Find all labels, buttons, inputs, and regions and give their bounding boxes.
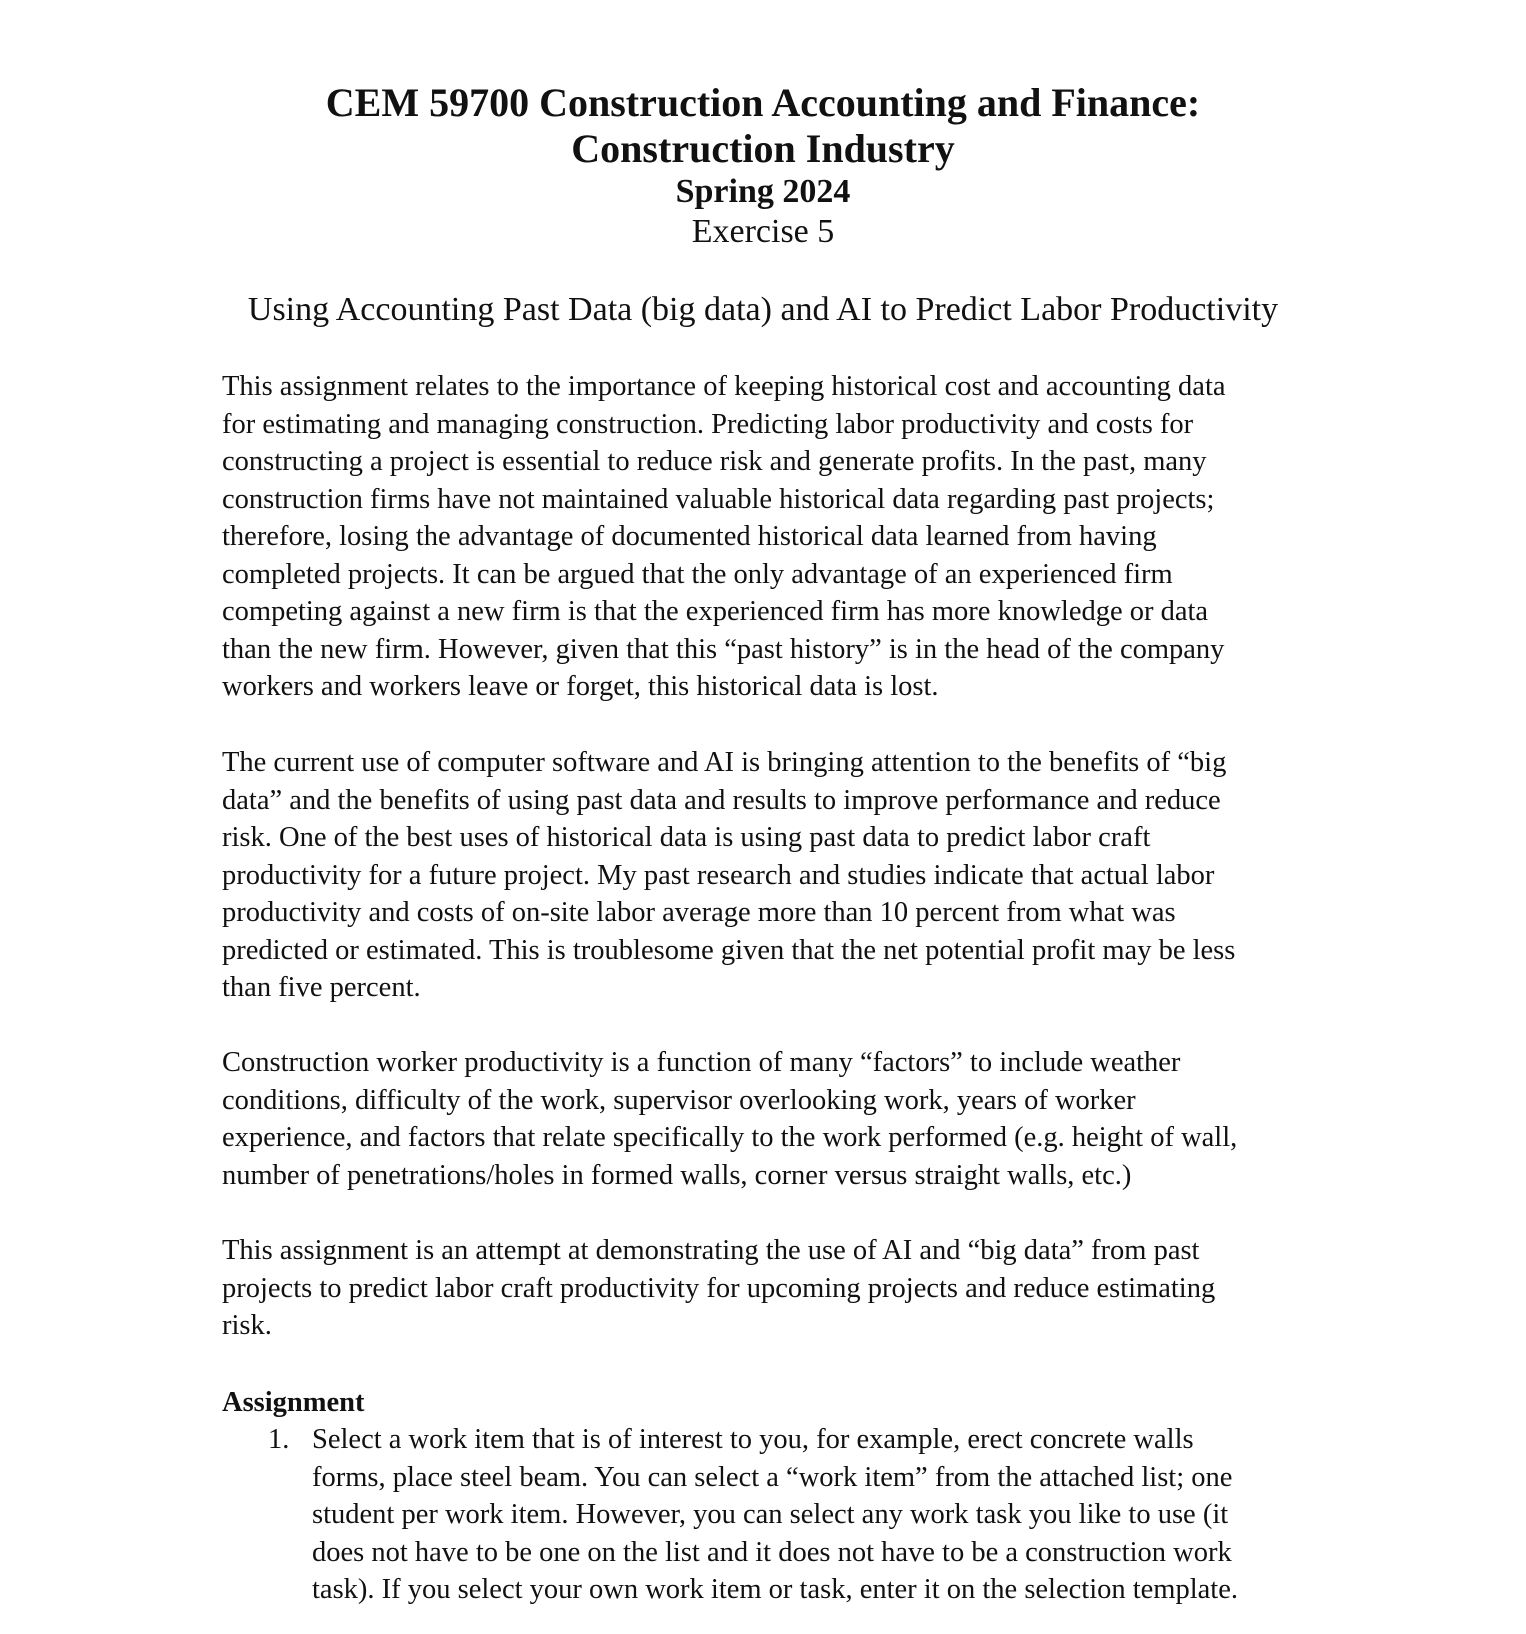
text-line: Select a work item that is of interest to you, for example, erect concrete walls — [312, 1424, 1194, 1455]
text-line: productivity for a future project. My past research and studies indicate that actual labor — [222, 859, 1215, 891]
text-line: therefore, losing the advantage of documented historical data learned from having — [222, 521, 1157, 552]
text-line: risk. One of the best uses of historical data is using past data to predict labor craft — [222, 822, 1151, 853]
text-line: data” and the benefits of using past data and results to improve performance and reduce — [222, 784, 1221, 816]
exercise-label: Exercise 5 — [691, 213, 835, 250]
text-line: experience, and factors that relate specifically to the work performed (e.g. height of wall, — [222, 1122, 1238, 1153]
document-subtitle: Using Accounting Past Data (big data) and AI to Predict Labor Productivity — [247, 291, 1279, 328]
document-title — [0, 80, 1526, 172]
text-line: construction firms have not maintained valuable historical data regarding past projects; — [222, 483, 1215, 515]
text-line: number of penetrations/holes in formed walls, corner versus straight walls, etc.) — [222, 1159, 1132, 1191]
text-line: task). If you select your own work item or task, enter it on the selection template. — [312, 1574, 1238, 1605]
paragraph-assignment-purpose — [222, 1232, 1322, 1345]
text-line: The current use of computer software and AI is bringing attention to the benefits of “big — [222, 747, 1227, 778]
text-line: Construction worker productivity is a function of many “factors” to include weather — [222, 1047, 1181, 1078]
text-line: productivity and costs of on-site labor average more than 10 percent from what was — [222, 897, 1176, 928]
text-line: than five percent. — [222, 972, 421, 1003]
text-line: predicted or estimated. This is troublesome given that the net potential profit may be less — [222, 934, 1236, 966]
text-line: This assignment is an attempt at demonstrating the use of AI and “big data” from past — [222, 1235, 1200, 1266]
text-line: constructing a project is essential to reduce risk and generate profits. In the past, many — [222, 446, 1207, 477]
text-line: student per work item. However, you can select any work task you like to use (it — [312, 1499, 1229, 1530]
list-item — [222, 1421, 1322, 1609]
text-line: than the new firm. However, given that this “past history” is in the head of the company — [222, 633, 1225, 665]
paragraph-intro — [222, 368, 1322, 706]
assignment-heading: Assignment — [222, 1387, 365, 1418]
text-line: forms, place steel beam. You can select a “work item” from the attached list; one — [312, 1461, 1233, 1493]
semester-label: Spring 2024 — [675, 173, 851, 210]
text-line: This assignment relates to the importance of keeping historical cost and accounting data — [222, 371, 1226, 402]
title-line-1: CEM 59700 Construction Accounting and Finance: — [325, 80, 1201, 125]
text-line: risk. — [222, 1310, 272, 1341]
text-line: competing against a new firm is that the experienced firm has more knowledge or data — [222, 596, 1209, 627]
text-line: for estimating and managing construction. Predicting labor productivity and costs for — [222, 408, 1194, 440]
text-line: conditions, difficulty of the work, supervisor overlooking work, years of worker — [222, 1084, 1136, 1116]
text-line: does not have to be one on the list and it does not have to be a construction work — [312, 1536, 1232, 1568]
text-line: completed projects. It can be argued that the only advantage of an experienced firm — [222, 558, 1173, 590]
title-line-2: Construction Industry — [571, 126, 955, 171]
list-item-number: 1. — [268, 1424, 290, 1455]
text-line: workers and workers leave or forget, this historical data is lost. — [222, 671, 939, 702]
assignment-list — [222, 1421, 1322, 1609]
paragraph-big-data — [222, 744, 1322, 1007]
text-line: projects to predict labor craft productivity for upcoming projects and reduce estimating — [222, 1272, 1216, 1304]
paragraph-productivity-factors — [222, 1044, 1322, 1194]
